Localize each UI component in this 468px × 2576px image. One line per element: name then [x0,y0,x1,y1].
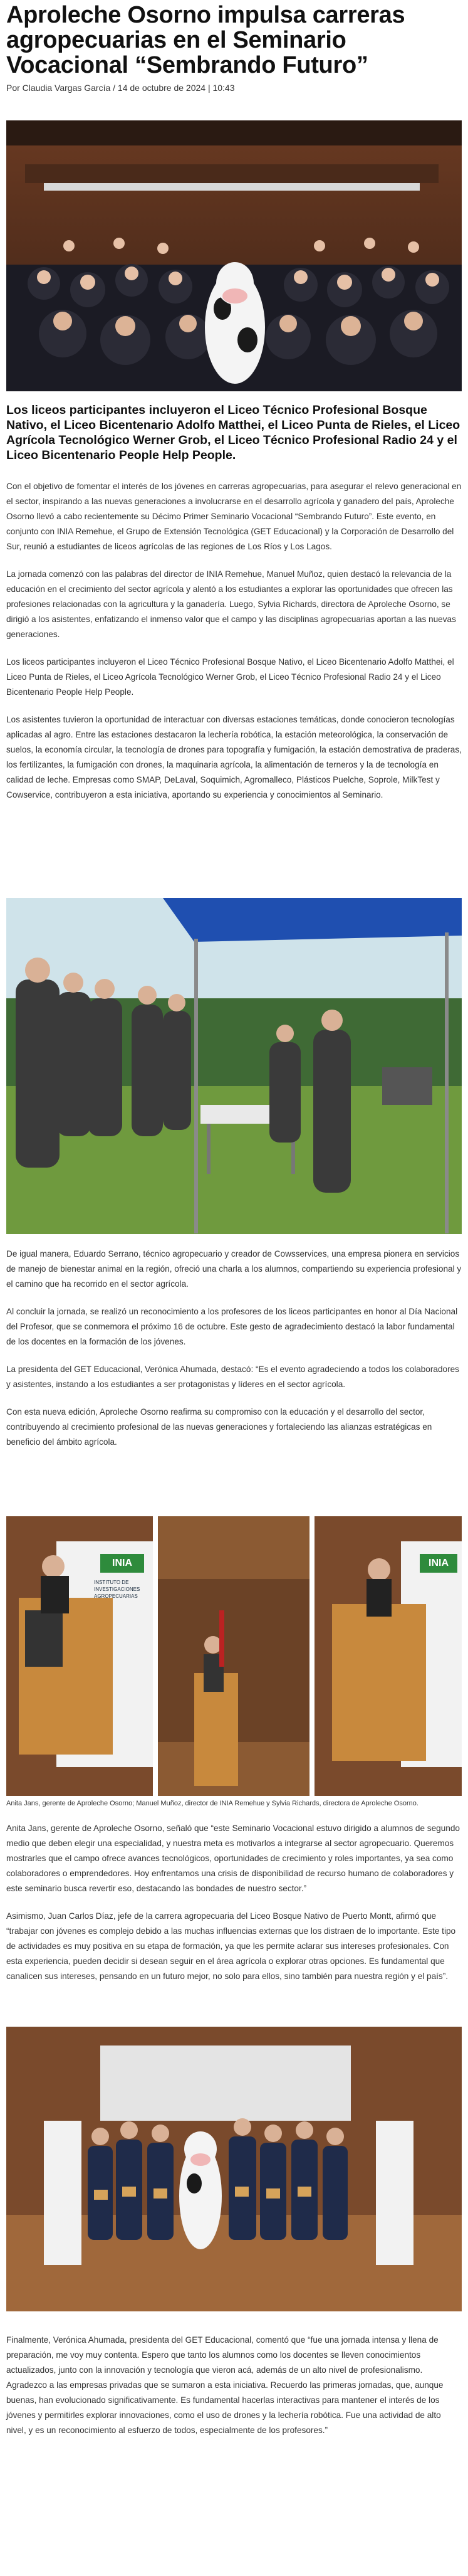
inia-banner-left: INIA [112,1558,132,1568]
lead-paragraph: Los liceos participantes incluyeron el Liceo Técnico Profesional Bosque Nativo, el Liceo Bicentenario Adolfo Matthei, el Liceo Punta de Rieles, el Liceo Agrícola Tecnológico Werner Grob, el Liceo Técnico Profesional Radio 24 y el Liceo Bicentenario People Help People. [6,403,460,462]
body-section-1 [6,479,462,803]
paragraph-8: Con esta nueva edición, Aproleche Osorno reafirma su compromiso con la educación y el desarrollo del sector, contribuyendo al crecimiento profesional de las nuevas generaciones y fortaleciendo las alianzas estratégicas en beneficio del ámbito agrícola. [6,1407,432,1447]
body-section-4 [6,2333,462,2438]
photo-collage-speakers [6,1516,462,1796]
lead-paragraph-block [6,403,462,463]
body-section-3 [6,1821,462,1984]
body-section-2 [6,1247,462,1450]
paragraph-2: La jornada comenzó con las palabras del director de INIA Remehue, Manuel Muñoz, quien destacó la relevancia de la educación en el crecimiento del sector agrícola y alentó a los estudiantes a explorar las oportunidades que ofrecen las profesiones relacionadas con la agricultura y la ganadería. Luego, Sylvia Richards, directora de Aproleche Osorno, se dirigió a los asistentes, enfatizando el inmenso valor que el campo y las disciplinas agropecuarias aportan a las nuevas generaciones. [6,569,456,639]
inia-banner-right: INIA [429,1558,449,1568]
paragraph-9: Anita Jans, gerente de Aproleche Osorno, señaló que “este Seminario Vocacional estuvo dirigido a alumnos de segundo medio que deben elegir una especialidad, y nuestra meta es motivarlos a integrarse al sector agropecuario. Queremos mostrarles que el campo ofrece avances tecnológicos, oportunidades de crecimiento y roles importantes, ya sea como colaboradores o emprendedores. Hoy enfrentamos una crisis de disponibilidad de recurso humano de colaboradores y este seminario busca revertir eso, destacando las bondades de nuestro sector.” [6,1824,460,1893]
collage-caption-block [6,1798,462,1808]
paragraph-7: La presidenta del GET Educacional, Verónica Ahumada, destacó: “Es el evento agradeciendo a todos los colaboradores y asistentes, instando a los estudiantes a ser protagonistas y líderes en el sector agrícola. [6,1365,459,1389]
photo-caption: Anita Jans, gerente de Aproleche Osorno; Manuel Muñoz, director de INIA Remehue y Sylvia Richards, directora de Aproleche Osorno. [6,1800,419,1807]
photo-outdoor-station [6,898,462,1234]
photo-auditorium-students [6,120,462,391]
article-title: Aproleche Osorno impulsa carreras agropecuarias en el Seminario Vocacional “Sembrando Futuro” [6,2,405,78]
byline: Por Claudia Vargas García / 14 de octubre de 2024 | 10:43 [6,83,235,93]
paragraph-3: Los liceos participantes incluyeron el Liceo Técnico Profesional Bosque Nativo, el Liceo Bicentenario Adolfo Matthei, el Liceo Punta de Rieles, el Liceo Agrícola Tecnológico Werner Grob, el Liceo Técnico Profesional Radio 24 y el Liceo Bicentenario People Help People. [6,657,454,697]
paragraph-1: Con el objetivo de fomentar el interés de los jóvenes en carreras agropecuarias, para asegurar el relevo generacional en el sector, inspirando a las nuevas generaciones a involucrarse en el desarrollo agrícola y ganadero del país, Aproleche Osorno llevó a cabo recientemente su Décimo Primer Seminario Vocacional “Sembrando Futuro”. Este evento, en conjunto con INIA Remehue, el Grupo de Extensión Tecnológica (GET Educacional) y la Corporación de Desarrollo del Sur, reunió a estudiantes de liceos agrícolas de las regiones de Los Ríos y Los Lagos. [6,482,462,551]
inia-banner-subtitle: INSTITUTO DE INVESTIGACIONES AGROPECUARIAS [94,1580,140,1599]
paragraph-10: Asimismo, Juan Carlos Díaz, jefe de la carrera agropecuaria del Liceo Bosque Nativo de Puerto Montt, afirmó que “trabajar con jóvenes es complejo debido a las muchas influencias externas que los distraen de lo importante. Este tipo de actividades es muy positiva en su etapa de formación, ya que les permite aclarar sus intereses profesionales. Con esta experiencia, pueden decidir si desean seguir en el área agrícola o explorar otras opciones. Es fundamental que canalicen sus intereses, pensando en un futuro mejor, no solo para ellos, sino también para nuestra región y el país”. [6,1911,456,1981]
article-header [6,0,462,95]
photo-teachers-recognition [6,2027,462,2311]
paragraph-5: De igual manera, Eduardo Serrano, técnico agropecuario y creador de Cowsservices, una empresa pionera en servicios de manejo de bienestar animal en la región, ofreció una charla a los alumnos, compartiendo su experiencia profesional y el camino que ha recorrido en el sector agrícola. [6,1249,462,1289]
paragraph-11: Finalmente, Verónica Ahumada, presidenta del GET Educacional, comentó que “fue una jornada intensa y llena de preparación, me voy muy contenta. Espero que tanto los alumnos como los docentes se lleven conocimientos actualizados, junto con la innovación y tecnología que vieron acá, además de un alto nivel de profesionalismo. Agradezco a las empresas privadas que se sumaron a esta iniciativa. Recuerdo las primeras jornadas, que, aunque buenas, han evolucionado significativamente. Es fundamental hacerlas interactivas para mantener el interés de los jóvenes y permitirles explorar innovaciones, como el uso de drones y la lechería robótica. Fue una actividad de alto nivel, y es un reconocimiento al esfuerzo de todos, especialmente de los profesores.” [6,2335,444,2435]
paragraph-6: Al concluir la jornada, se realizó un reconocimiento a los profesores de los liceos participantes en honor al Día Nacional del Profesor, que se conmemora el próximo 16 de octubre. Este gesto de agradecimiento destacó la labor fundamental de los docentes en la formación de los jóvenes. [6,1307,458,1346]
paragraph-4: Los asistentes tuvieron la oportunidad de interactuar con diversas estaciones temáticas, donde conocieron tecnologías aplicadas al agro. Entre las estaciones destacaron la lechería robótica, la estación meteorológica, la conservación de suelos, la economía circular, la tecnología de drones para topografía y fumigación, la estación demostrativa de praderas, los fertilizantes, la fumigación con drones, la maquinaria agrícola, la alimentación de terneros y la de tecnología en calidad de leche. Empresas como SMAP, DeLaval, Soquimich, Agromalleco, Plásticos Puelche, Soprole, MilkTest y Cowservice, contribuyeron a esta iniciativa, aportando su experiencia y conocimientos al Seminario. [6,715,462,800]
